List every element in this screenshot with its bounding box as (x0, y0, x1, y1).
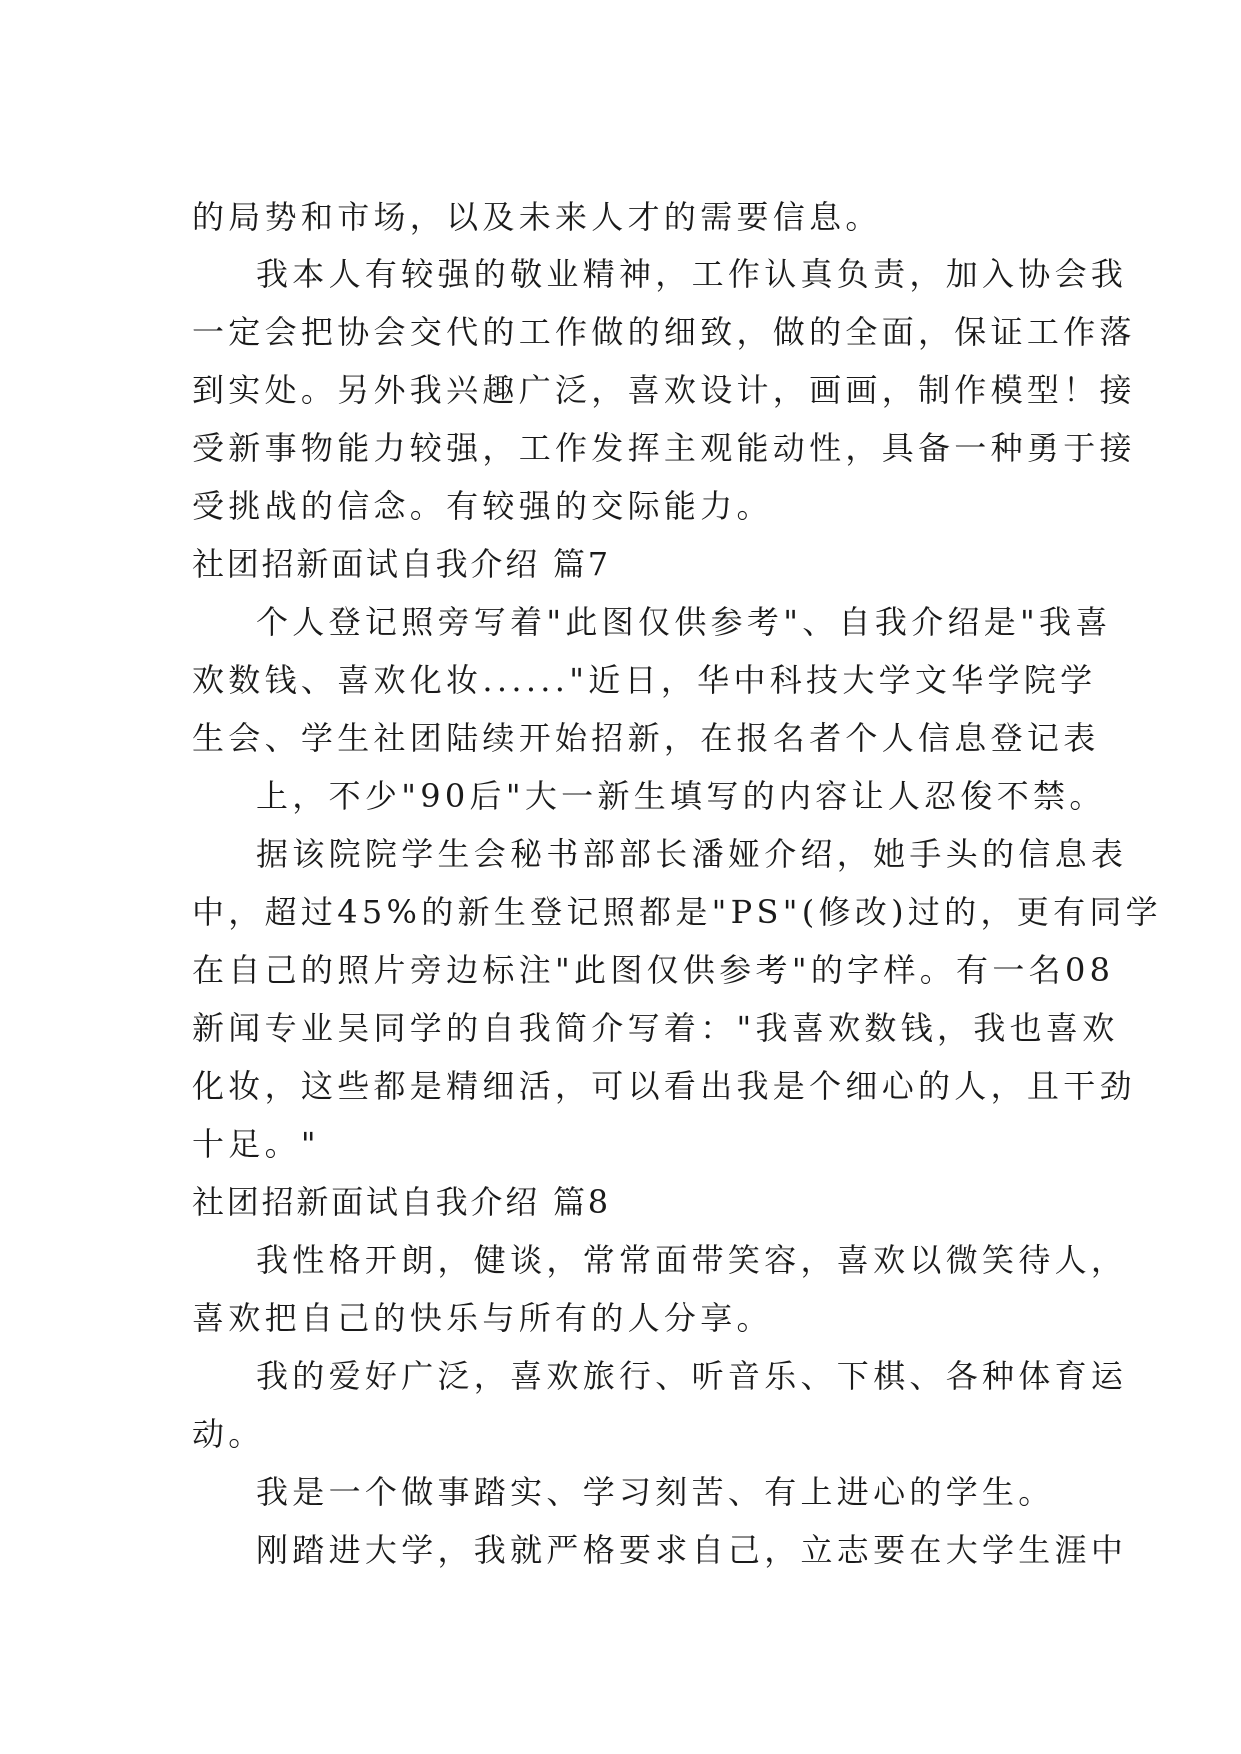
paragraph-line: 受挑战的信念。有较强的交际能力。 (192, 487, 773, 525)
paragraph-line: 中，超过45%的新生登记照都是"PS"(修改)过的，更有同学 (192, 893, 1162, 931)
paragraph-line: 的局势和市场，以及未来人才的需要信息。 (192, 198, 882, 236)
paragraph-line: 到实处。另外我兴趣广泛，喜欢设计，画画，制作模型！接 (192, 371, 1136, 409)
paragraph-line: 新闻专业吴同学的自我简介写着："我喜欢数钱，我也喜欢 (192, 1009, 1119, 1047)
paragraph-line: 上，不少"90后"大一新生填写的内容让人忍俊不禁。 (256, 777, 1106, 815)
paragraph-line: 我是一个做事踏实、学习刻苦、有上进心的学生。 (256, 1473, 1055, 1511)
section-heading: 社团招新面试自我介绍 篇7 (192, 545, 611, 583)
paragraph-line: 一定会把协会交代的工作做的细致，做的全面，保证工作落 (192, 313, 1136, 351)
section-heading: 社团招新面试自我介绍 篇8 (192, 1183, 611, 1221)
paragraph-line: 十足。" (192, 1125, 320, 1163)
paragraph-line: 据该院院学生会秘书部部长潘娅介绍，她手头的信息表 (256, 835, 1128, 873)
paragraph-line: 我的爱好广泛，喜欢旅行、听音乐、下棋、各种体育运 (256, 1357, 1128, 1395)
paragraph-line: 受新事物能力较强，工作发挥主观能动性，具备一种勇于接 (192, 429, 1136, 467)
paragraph-line: 我本人有较强的敬业精神，工作认真负责，加入协会我 (256, 255, 1128, 293)
paragraph-line: 欢数钱、喜欢化妆......"近日，华中科技大学文华学院学 (192, 661, 1097, 699)
paragraph-line: 生会、学生社团陆续开始招新，在报名者个人信息登记表 (192, 719, 1100, 757)
paragraph-line: 我性格开朗，健谈，常常面带笑容，喜欢以微笑待人， (256, 1241, 1128, 1279)
paragraph-line: 化妆，这些都是精细活，可以看出我是个细心的人，且干劲 (192, 1067, 1136, 1105)
paragraph-line: 喜欢把自己的快乐与所有的人分享。 (192, 1299, 773, 1337)
paragraph-line: 个人登记照旁写着"此图仅供参考"、自我介绍是"我喜 (256, 603, 1112, 641)
paragraph-line: 刚踏进大学，我就严格要求自己，立志要在大学生涯中 (256, 1531, 1128, 1569)
paragraph-line: 在自己的照片旁边标注"此图仅供参考"的字样。有一名08 (192, 951, 1115, 989)
paragraph-line: 动。 (192, 1415, 265, 1453)
